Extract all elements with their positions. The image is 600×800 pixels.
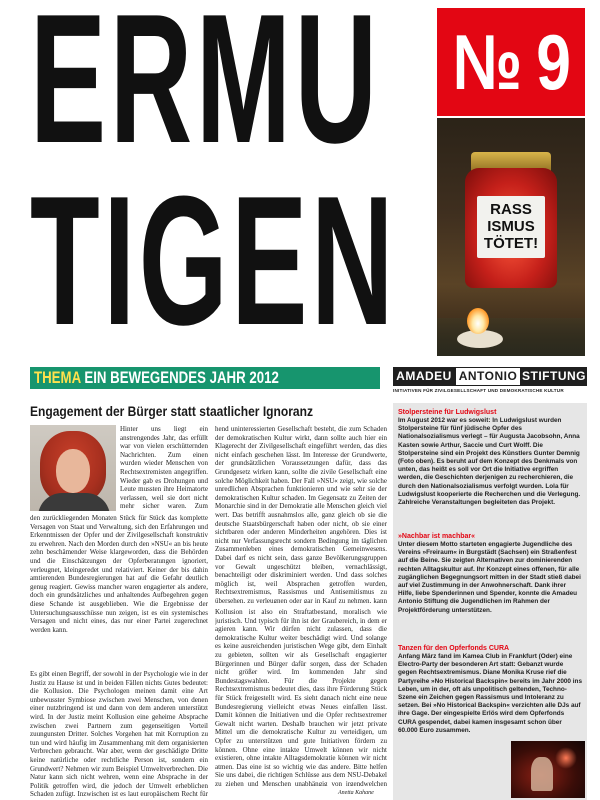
sidebar-item-nachbar [398,532,583,615]
issue-number: № 9 [452,17,570,106]
sidebar-item-text: Anfang März fand im Kamea Club in Frankfurt (Oder) eine Electro-Party der besonderen Art statt: Gebanzt wurde gegen Rechtsextremismus. Diane Monika Kruse rief die Partyreihe »No Historical Backspin« bereits im Jahr 2000 ins Leben, um in der, oft als unpolitisch geltenden, Techno-Szene ein Zeichen gegen Rassismus und Intoleranz zu setzen. Bei »No Historical Backspin« verzichten alle DJs auf ihre Gage. Der eingespielte Erlös wird dem Opferfonds CURA gespendet, dabei kamen insgesamt schon über 60.000 Euro zusammen. [398,653,582,734]
article-paragraph-1: den zurückliegenden Monaten Stück für Stück das komplette Versagen von Staat und Verwaltung, sich den Erfahrungen und Erkenntnissen der Opfer und der Zivilgesellschaft konstruktiv zu erwehren. Nach den Morden durch den »NSU« an bis heute zehn beschämender Weise klargeworden, dass die Behörden und die Einschätzungen der Opferberatungen ignoriert, verleugnet, kleingeredet und relativiert. Keiner der bis dahin amtierenden Bundesregierungen hat auf die Gefahr deutlich genug reagiert. Gewiss mancher waren engagierter als andere, doch ein grundsätzliches und anhaltendes Aufbegehren gegen diese Schande ist ausgeblieben. Wie die Ergebnisse der Untersuchungsausschüsse nun zeigen, ist es ein systemisches Versagen und nicht eines, das nur einer Partei zugerechnet werden kann. [30,514,208,634]
theme-label: THEMA [34,368,81,387]
portrait-face [56,449,90,493]
stage-light [555,747,577,769]
sidebar-item-title: »Nachbar ist machbar« [398,533,476,540]
candle-flame [467,308,489,334]
article-headline: Engagement der Bürger statt staatlicher Ignoranz [30,403,314,419]
sidebar-item-stolpersteine [398,408,583,507]
theme-bar [30,367,380,389]
article-intro: Hinter uns liegt ein anstrengendes Jahr, das erfüllt war von vielen erschütternden Nachrichten. Zum einen wurden wieder Menschen von Rechtsextremisten angegriffen. Wieder gab es Drohungen und Leute mussten ihre Heimatorte verlassen, weil sie dort nicht mehr sicher waren. Zum [120,425,208,511]
portrait-shoulders [38,493,110,511]
sidebar-item-cura [398,644,583,735]
article-signature: Anetta Kahane [338,790,374,796]
amadeu-antonio-logo [393,367,587,397]
masthead [30,0,430,363]
masthead-line-2: TIGEN [30,157,398,363]
author-portrait [30,425,116,511]
logo-word-antonio: ANTONIO [455,367,521,386]
masthead-line-1: ERMU [30,0,381,181]
sidebar-item-text: Unter diesem Motto starteten engagierte Jugendliche des Vereins »Freiraum« in Burgstädt (Sachsen) ein Straßenfest auf die Beine. Sie zeigten Alternativen zur dominierenden rechten Alltagskultur auf. Ihr Konzept eines offenen, für alle zugänglichen Begegnungsort mitten in der Stadt stieß dabei auf viel Zustimmung in der Anwohnerschaft. Dank ihrer Hilfe, liebe Spenderinnen und Spender, konnte die Amadeu Antonio Stiftung die Jugendlichen im Rahmen der Projektförderung unterstützen. [398,541,581,614]
issue-number-badge [437,8,585,116]
logo-word-amadeu: AMADEU [393,367,455,386]
candle-photo [437,118,585,356]
article-paragraph-3: hend uninteressierten Gesellschaft besteht, die zum Schaden der demokratischen Kultur wirkt, dann sollte auch hier ein Klagerecht der Zivilgesellschaft eingeführt werden, das dies nicht einfach geschehen lässt. Im Interesse der Grundwerte, der grundsätzlichen Voraussetzungen dafür, dass das Grundgesetz wirken kann, sollte die zivile Gesellschaft eine solche Möglichkeit haben. Der Fall »NSU« zeigt, wie solche unredlichen Absprachen funktionieren und wie sehr sie der demokratischen Kultur schaden. Im Gegensatz zu Zeiten der Monarchie sind in der Demokratie alle Menschen gleich viel wert. Das betrifft ausnahmslos alle, ganz gleich ob sie die deutsche Staatsbürgerschaft haben oder nicht, ob sie einer sichtbaren oder anderen Minderheiten angehören. Dies ist nicht nur Verfassungsrecht sondern Bedingung im täglichen Zusammenleben eines demokratischen Gemeinwesens. Dabei darf es nicht sein, dass ganze Bevölkerungsgruppen vor Gewalt ungeschützt bleiben, vernachlässigt, benachteiligt oder diskriminiert werden. Und dass solches möglich ist, weil Absprachen getroffen wurden, Rechtsextremismus, Rassismus und Antisemitismus zu übersehen, zu verleugnen oder gar in Kauf zu nehmen, kann [215,425,387,603]
article-paragraph-2: Es gibt einen Begriff, der sowohl in der Psychologie wie in der Justiz zu Hause ist und in beiden Fällen nichts Gutes bedeutet: die Kollusion. Die Psychologen meinen damit eine Art unbewusster Symbiose zwischen zwei Menschen, von denen einer nutzbringend ist und dann von dem anderen unterstützt wird. In der Justiz meint Kollusion eine geheime Absprache zwischen zwei Partnern zum gegenseitigen Vorteil zuungunsten Dritter. Solches Vorgehen hat mit Korruption zu tun und wird häufig im Zusammenhang mit dem organisierten Verbrechen gebraucht. War aber, wenn der geschädigte Dritte keine natürliche oder rechtliche Person ist, sondern ein Grundwert? Nehmen wir zum Beispiel Umweltverbrechen. Die Natur kann sich nicht wehren, wenn eine Absprache in der Politik getroffen wird, die jedoch der Umwelt erheblichen Schaden zufügt. Inzwischen ist es laut europäischem Recht für [30,670,208,798]
dj-photo [511,741,585,798]
article-paragraph-4: Kollusion ist also ein Straftatbestand, moralisch wie juristisch. Und typisch für ihn ist der Graubereich, in dem er agieren kann. Wir dürfen nicht zulassen, dass die demokratische Kultur weiter beschädigt wird. Und solange es keine ausreichenden juristischen Wege gibt, dem Einhalt zu gebieten, sollten wir als Gesellschaft engagierter Bürgerinnen und Bürger dafür sorgen, dass der Schaden nicht größer wird. Im kommenden Jahr sind Bundestagswahlen. Für die Projekte gegen Rechtsextremismus bedeutet dies, dass ihre Förderung Stück für Stück freigestellt wird. Es sieht danach nicht eine neue Bundesregierung vielleicht etwas Neues einfallen lässt. Damit können die Initiativen und die Opfer rechtsextremer Gewalt nicht warten. Deshalb brauchen wir jetzt private Mittel um die demokratische Kultur zu verteidigen, um Opfer zu unterstützen und gute Initiativen fördern zu können. Ohne eine intakte Umwelt können wir nicht existieren, ohne intakte Alltagsdemokratie können wir nicht atmen. Das eine ist so wichtig wie das andere. Bitte helfen Sie uns dabei, die richtigen Schlüsse aus dem NSU-Debakel zu ziehen und Menschen unabhängig von irgendwelchen [215,608,387,786]
theme-title: EIN BEWEGENDES JAHR 2012 [84,368,279,387]
news-sidebar [393,403,587,800]
sidebar-item-title: Tanzen für den Opferfonds CURA [398,645,510,652]
dj-figure [531,757,553,791]
sidebar-item-title: Stolpersteine für Ludwigslust [398,409,497,416]
logo-tagline: INITIATIVEN FÜR ZIVILGESELLSCHAFT UND DEMOKRATISCHE KULTUR [393,388,564,393]
candle-label-text: RASS ISMUS TÖTET! [477,196,545,258]
logo-word-stiftung: STIFTUNG [521,367,587,386]
sidebar-item-text: Im August 2012 war es soweit: In Ludwigslust wurden Stolpersteine für fünf jüdische Opfer des Nationalsozialismus verlegt – für Augusta Jacobsohn, Anna Kasten sowie Arthur, Saccie und Curt Wolff. Die Stolpersteine sind ein Projekt des Künstlers Gunter Demnig (Foto oben). Es beruht auf dem Konzept des Denkmals von unten, das heißt es soll vor Ort die Initiative ergriffen werden, die Geschichten derjenigen zu recherchieren, die durch den Nationalsozialismus verfolgt wurden. Lola für Ludwigslust kooperierte die Recherchen und die Verlegung. Zahlreiche Veranstaltungen begleiteten das Projekt. [398,417,581,507]
